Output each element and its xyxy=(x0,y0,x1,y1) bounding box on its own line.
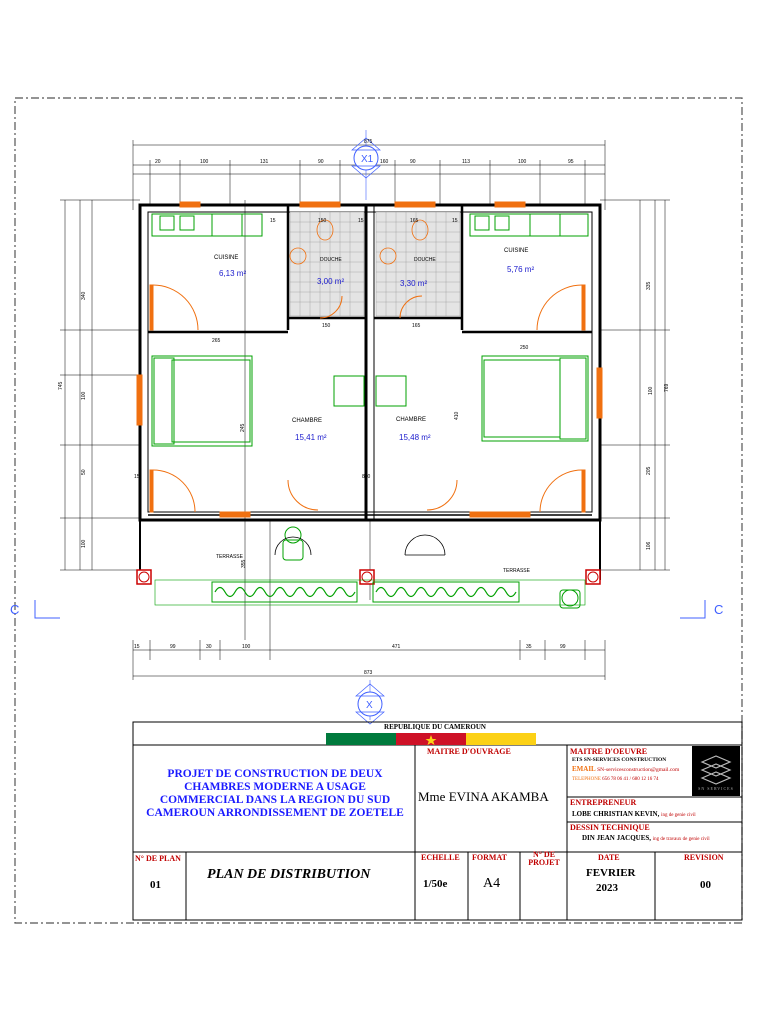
dim-misc: 245 xyxy=(240,423,246,432)
room-name: TERRASSE xyxy=(216,554,243,560)
owner-label: MAITRE D'OUVRAGE xyxy=(427,747,511,756)
room-name: CUISINE xyxy=(214,255,239,261)
moe-company: ETS SN-SERVICES CONSTRUCTION xyxy=(572,757,667,763)
dim-right: 769 xyxy=(664,383,670,392)
scale-value: 1/50e xyxy=(423,878,448,890)
dim-misc: 15 xyxy=(134,474,140,480)
drawing-row xyxy=(582,834,710,842)
axis-markers xyxy=(35,130,705,724)
dim-right: 335 xyxy=(646,281,652,290)
room-area: 6,13 m² xyxy=(219,269,247,278)
axis-label: X1 xyxy=(361,154,374,165)
contractor-row xyxy=(572,810,696,818)
moe-phone-row xyxy=(572,777,659,782)
room-name: DOUCHE xyxy=(320,257,342,263)
republic-label: REPUBLIQUE DU CAMEROUN xyxy=(384,723,486,731)
dim-top: 20 xyxy=(155,159,161,165)
shower-tiles xyxy=(290,212,460,316)
dim-top: 95 xyxy=(568,159,574,165)
dim-right: 205 xyxy=(646,466,652,475)
format-value: A4 xyxy=(483,876,501,891)
room-name: TERRASSE xyxy=(503,568,530,574)
room-area: 3,30 m² xyxy=(400,279,428,288)
dim-bottom: 99 xyxy=(170,644,176,650)
axis-label: X xyxy=(366,700,373,711)
dim-bottom: 35 xyxy=(526,644,532,650)
dim-top-total: 875 xyxy=(364,139,373,145)
dim-inner: 15 xyxy=(452,218,458,224)
section-label: C xyxy=(10,602,20,617)
dim-top: 100 xyxy=(200,159,209,165)
dim-bottom: 15 xyxy=(134,644,140,650)
dim-misc: 355 xyxy=(241,559,247,568)
plan-no-label: N° DE PLAN xyxy=(135,854,181,863)
dim-bottom-total: 873 xyxy=(364,670,373,676)
moe-email: SN-servicesconstruction@gmail.com xyxy=(597,767,680,773)
logo-text: SN SERVICES xyxy=(698,786,734,791)
project-no-label: N° DE PROJET xyxy=(528,850,560,867)
plan-name: PLAN DE DISTRIBUTION xyxy=(207,867,371,882)
dim-inner: 165 xyxy=(412,323,421,329)
plan-no: 01 xyxy=(150,879,161,891)
revision-label: REVISION xyxy=(684,853,724,862)
dim-inner: 150 xyxy=(318,218,327,224)
drawing-title: ing de travaux de genie civil xyxy=(652,837,710,842)
dim-bottom: 100 xyxy=(242,644,251,650)
dim-top: 90 xyxy=(318,159,324,165)
revision-value: 00 xyxy=(700,879,711,891)
date-month: FEVRIER xyxy=(586,867,636,879)
room-area: 15,48 m² xyxy=(399,433,431,442)
terrace xyxy=(137,527,600,608)
format-label: FORMAT xyxy=(472,853,507,862)
dim-left: 100 xyxy=(81,391,87,400)
dim-top: 100 xyxy=(518,159,527,165)
room-name: CUISINE xyxy=(504,248,529,254)
contractor-name: LOBE CHRISTIAN KEVIN, xyxy=(572,810,660,818)
room-area: 5,76 m² xyxy=(507,265,535,274)
dim-inner: 15 xyxy=(358,218,364,224)
moe-phone-label: TELEPHONE xyxy=(572,777,601,782)
dim-top: 160 xyxy=(380,159,389,165)
owner-name: Mme EVINA AKAMBA xyxy=(418,789,549,804)
moe-label: MAITRE D'OEUVRE xyxy=(570,747,648,756)
dim-bottom: 471 xyxy=(392,644,401,650)
scale-label: ECHELLE xyxy=(421,853,460,862)
contractor-label: ENTREPRENEUR xyxy=(570,798,637,807)
dim-inner: 150 xyxy=(322,323,331,329)
moe-phone: 656 78 06 41 / 680 12 16 74 xyxy=(602,777,659,782)
dim-inner: 165 xyxy=(410,218,419,224)
dim-left: 50 xyxy=(81,469,87,475)
dim-bottom: 99 xyxy=(560,644,566,650)
contractor-title: ing de genie civil xyxy=(661,813,696,818)
dim-top: 113 xyxy=(462,159,470,165)
room-name: DOUCHE xyxy=(414,257,436,263)
project-title: PROJET DE CONSTRUCTION DE DEUX CHAMBRES MODERNE A USAGE COMMERCIAL DANS LA REGION DU SUD CAMEROUN ARRONDISSEMENT DE ZOETELE xyxy=(146,768,404,819)
drawing-label: DESSIN TECHNIQUE xyxy=(570,823,650,832)
moe-email-label: EMAIL xyxy=(572,765,596,773)
dim-inner: 250 xyxy=(520,345,529,351)
dim-inner: 15 xyxy=(270,218,276,224)
dim-misc: 410 xyxy=(454,411,460,420)
dim-top: 131 xyxy=(260,159,269,165)
date-label: DATE xyxy=(598,853,620,862)
section-label: C xyxy=(714,602,724,617)
dim-top: 90 xyxy=(410,159,416,165)
room-area: 15,41 m² xyxy=(295,433,327,442)
cameroon-flag xyxy=(326,733,536,745)
dim-inner: 840 xyxy=(362,474,371,480)
dim-left: 745 xyxy=(58,381,64,390)
date-year: 2023 xyxy=(596,882,618,894)
dim-bottom: 30 xyxy=(206,644,212,650)
dim-inner: 265 xyxy=(212,338,221,344)
dim-left: 340 xyxy=(81,291,87,300)
room-area: 3,00 m² xyxy=(317,277,345,286)
moe-email-row xyxy=(572,765,679,773)
dim-right: 100 xyxy=(648,386,654,395)
room-name: CHAMBRE xyxy=(396,417,427,423)
dim-right: 106 xyxy=(646,541,652,550)
dim-left: 100 xyxy=(81,539,87,548)
drawing-by: DIN JEAN JACQUES, xyxy=(582,834,652,842)
room-name: CHAMBRE xyxy=(292,418,323,424)
